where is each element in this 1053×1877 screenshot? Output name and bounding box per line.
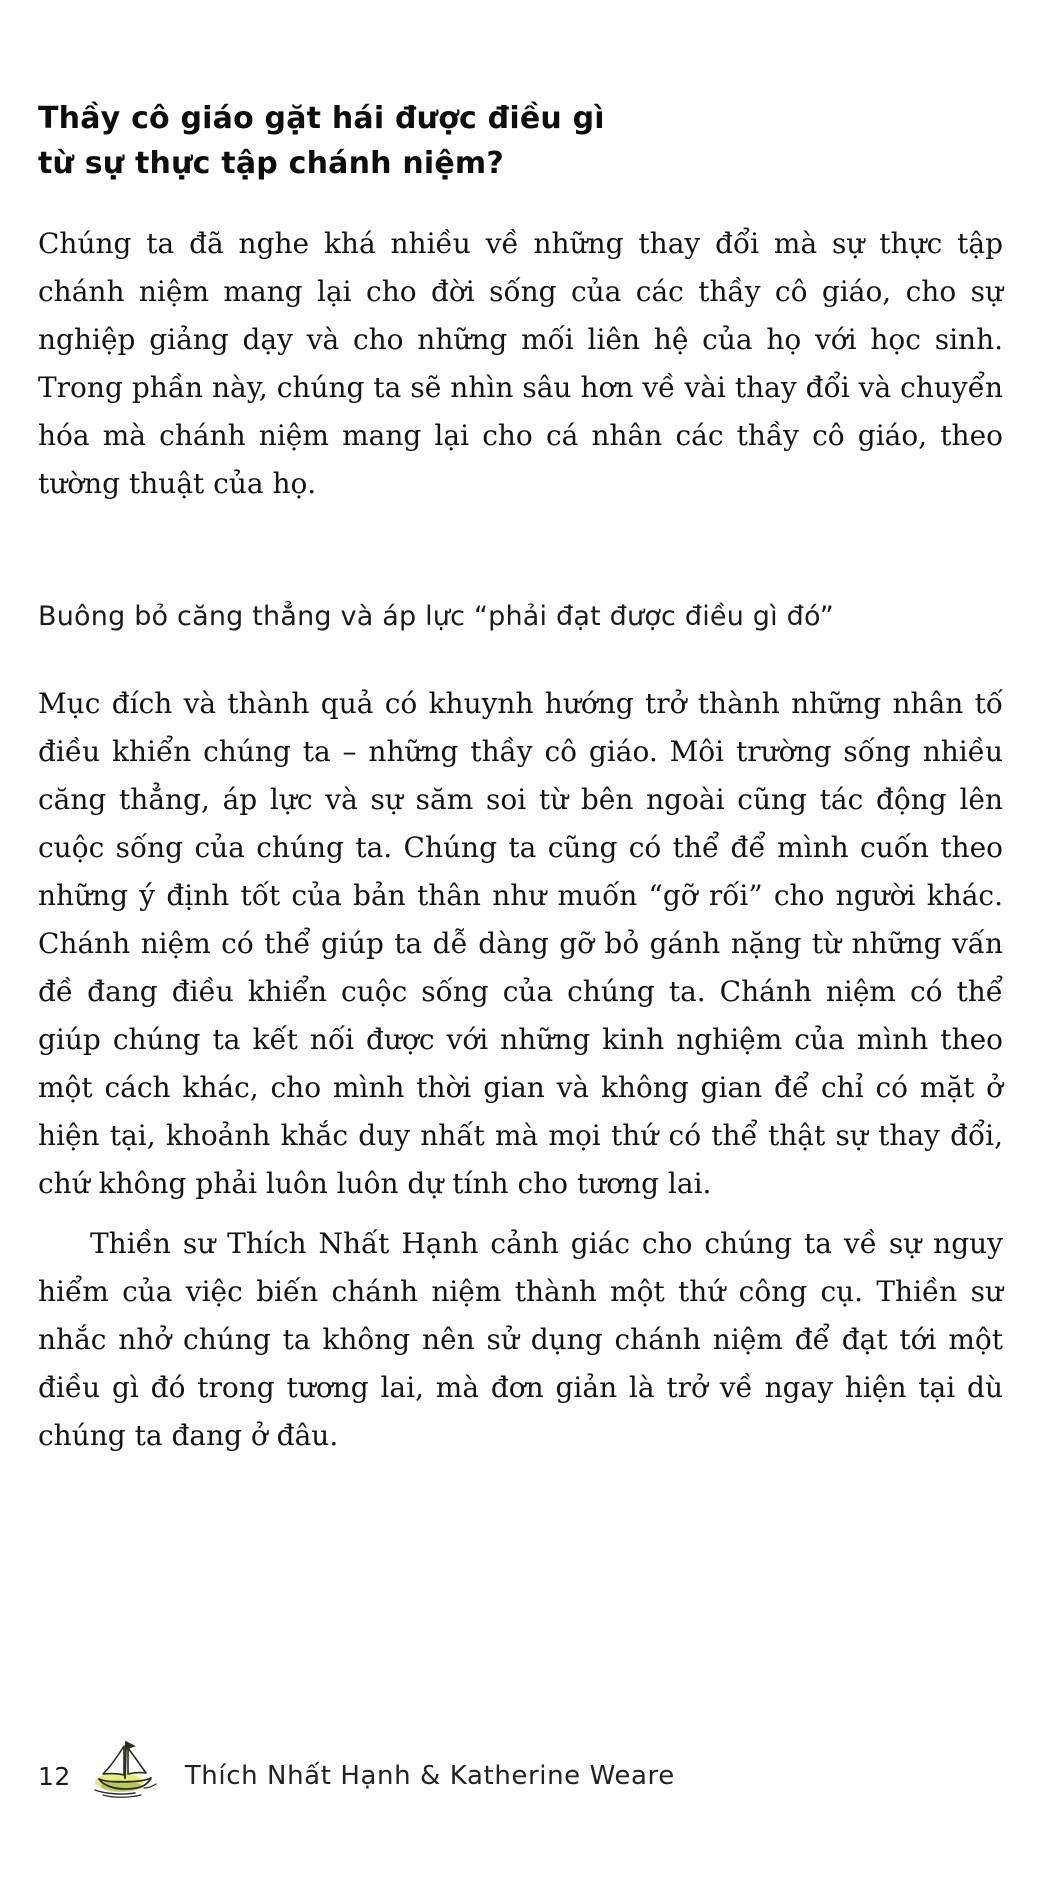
paragraph-mindfulness: Mục đích và thành quả có khuynh hướng trở thành những nhân tố điều khiển chúng ta – những thầy cô giáo. Môi trường sống nhiều căng thẳng, áp lực và sự săm soi từ bên ngoài cũng tác động lên cuộc sống của chúng ta. Chúng ta cũng có thể để mình cuốn theo những ý định tốt của bản thân như muốn “gỡ rối” cho người khác. Chánh niệm có thể giúp ta dễ dàng gỡ bỏ gánh nặng từ những vấn đề đang điều khiển cuộc sống của chúng ta. Chánh niệm có thể giúp chúng ta kết nối được với những kinh nghiệm của mình theo một cách khác, cho mình thời gian và không gian để chỉ có mặt ở hiện tại, khoảnh khắc duy nhất mà mọi thứ có thể thật sự thay đổi, chứ không phải luôn luôn dự tính cho tương lai. [38, 687, 1003, 1200]
page-title-line1: Thầy cô giáo gặt hái được điều gì [38, 101, 605, 136]
page-title-line2: từ sự thực tập chánh niệm? [38, 146, 504, 181]
sailboat-icon [89, 1738, 163, 1800]
footer-authors: Thích Nhất Hạnh & Katherine Weare [184, 1761, 675, 1791]
page-number: 12 [38, 1761, 71, 1791]
page-footer [38, 1752, 675, 1800]
paragraph-intro: Chúng ta đã nghe khá nhiều về những thay đổi mà sự thực tập chánh niệm mang lại cho đời sống của các thầy cô giáo, cho sự nghiệp giảng dạy và cho những mối liên hệ của họ với học sinh. Trong phần này, chúng ta sẽ nhìn sâu hơn về vài thay đổi và chuyển hóa mà chánh niệm mang lại cho cá nhân các thầy cô giáo, theo tường thuật của họ. [38, 227, 1003, 500]
section-subheading: Buông bỏ căng thẳng và áp lực “phải đạt được điều gì đó” [38, 601, 834, 632]
paragraph-thich-nhat-hanh: Thiền sư Thích Nhất Hạnh cảnh giác cho chúng ta về sự nguy hiểm của việc biến chánh niệm thành một thứ công cụ. Thiền sư nhắc nhở chúng ta không nên sử dụng chánh niệm để đạt tới một điều gì đó trong tương lai, mà đơn giản là trở về ngay hiện tại dù chúng ta đang ở đâu. [38, 1227, 1003, 1452]
page-title [38, 96, 1003, 186]
